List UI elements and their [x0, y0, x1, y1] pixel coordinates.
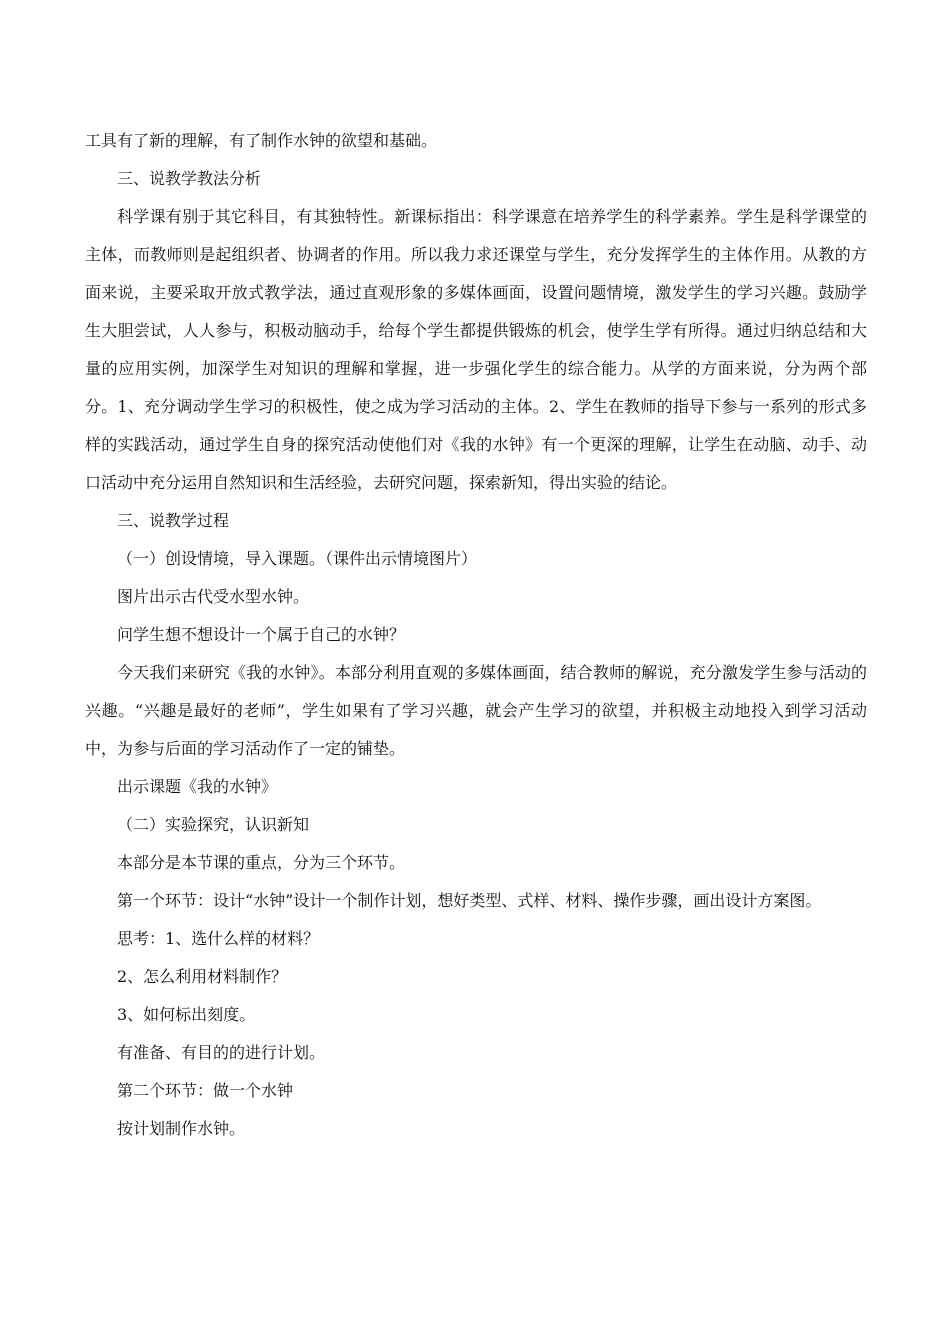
paragraph-key-part: 本部分是本节课的重点，分为三个环节。: [117, 853, 406, 872]
paragraph-make-clock: 按计划制作水钟。: [117, 1119, 246, 1138]
subheading-experiment: （二）实验探究，认识新知: [117, 815, 310, 834]
paragraph-step-one: 第一个环节：设计“水钟”设计一个制作计划，想好类型、式样、材料、操作步骤，画出设计方案图。: [117, 891, 822, 910]
section-heading-teaching-process: 三、说教学过程: [117, 511, 230, 530]
paragraph-question: 问学生想不想设计一个属于自己的水钟？: [117, 625, 406, 644]
paragraph-picture-display: 图片出示古代受水型水钟。: [117, 587, 310, 606]
paragraph-step-two: 第二个环节：做一个水钟: [117, 1081, 294, 1100]
paragraph-continuation: 工具有了新的理解，有了制作水钟的欲望和基础。: [85, 131, 438, 150]
paragraph-planning: 有准备、有目的的进行计划。: [117, 1043, 326, 1062]
document-page: [85, 122, 867, 1148]
paragraph-think-2: 2、怎么利用材料制作？: [117, 967, 288, 986]
paragraph-teaching-methods: 科学课有别于其它科目，有其独特性。新课标指出：科学课意在培养学生的科学素养。学生是科学课堂的主体，而教师则是起组织者、协调者的作用。所以我力求还课堂与学生，充分发挥学生的主体作用。从教的方面来说，主要采取开放式教学法，通过直观形象的多媒体画面，设置问题情境，激发学生的学习兴趣。鼓励学生大胆尝试，人人参与，积极动脑动手，给每个学生都提供锻炼的机会，使学生学有所得。通过归纳总结和大量的应用实例，加深学生对知识的理解和掌握，进一步强化学生的综合能力。从学的方面来说，分为两个部分。1、充分调动学生学习的积极性，使之成为学习活动的主体。2、学生在教师的指导下参与一系列的形式多样的实践活动，通过学生自身的探究活动使他们对《我的水钟》有一个更深的理解，让学生在动脑、动手、动口活动中充分运用自然知识和生活经验，去研究问题，探索新知，得出实验的结论。: [85, 207, 867, 492]
paragraph-show-topic: 出示课题《我的水钟》: [117, 777, 278, 796]
subheading-create-situation: （一）创设情境，导入课题。（课件出示情境图片）: [117, 549, 478, 568]
paragraph-think-1: 思考：1、选什么样的材料？: [117, 929, 320, 948]
section-heading-teaching-methods: 三、说教学教法分析: [117, 169, 262, 188]
paragraph-research-intro: 今天我们来研究《我的水钟》。本部分利用直观的多媒体画面，结合教师的解说，充分激发学生参与活动的兴趣。“兴趣是最好的老师”，学生如果有了学习兴趣，就会产生学习的欲望，并积极主动地投入到学习活动中，为参与后面的学习活动作了一定的铺垫。: [85, 663, 867, 758]
paragraph-think-3: 3、如何标出刻度。: [117, 1005, 256, 1024]
